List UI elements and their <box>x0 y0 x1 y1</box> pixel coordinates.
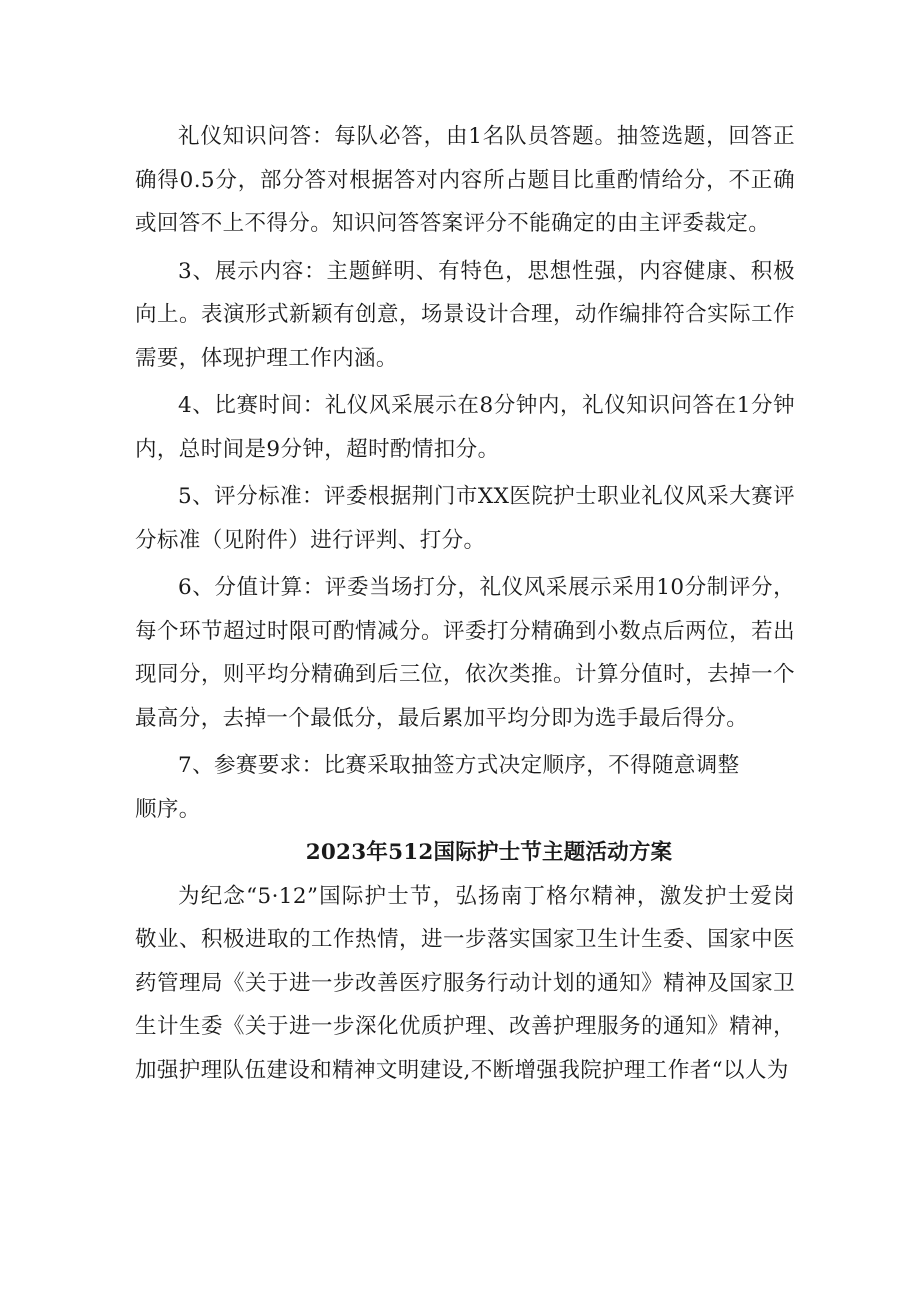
paragraph-score-calculation: 6、分值计算：评委当场打分，礼仪风采展示采用10分制评分，每个环节超过时限可酌情减分。评委打分精确到小数点后两位，若出现同分，则平均分精确到后三位，依次类推。计算分值时，去掉一个最高分，去掉一个最低分，最后累加平均分即为选手最后得分。 <box>135 575 795 731</box>
paragraph-display-content: 3、展示内容：主题鲜明、有特色，思想性强，内容健康、积极向上。表演形式新颖有创意，场景设计合理，动作编排符合实际工作需要，体现护理工作内涵。 <box>135 258 795 371</box>
paragraph-scoring-standard: 5、评分标准：评委根据荆门市XX医院护士职业礼仪风采大赛评分标准（见附件）进行评判、打分。 <box>135 484 795 553</box>
paragraph-competition-time: 4、比赛时间：礼仪风采展示在8分钟内，礼仪知识问答在1分钟内，总时间是9分钟，超时酌情扣分。 <box>135 393 795 462</box>
section-title: 2023年512国际护士节主题活动方案 <box>305 840 673 865</box>
paragraph-knowledge-quiz: 礼仪知识问答：每队必答，由1名队员答题。抽签选题，回答正确得0.5分，部分答对根据答对内容所占题目比重酌情给分，不正确或回答不上不得分。知识问答答案评分不能确定的由主评委裁定。 <box>135 124 795 236</box>
paragraph-intro: 为纪念“5·12”国际护士节，弘扬南丁格尔精神，激发护士爱岗敬业、积极进取的工作热情，进一步落实国家卫生计生委、国家中医药管理局《关于进一步改善医疗服务行动计划的通知》精神及国家卫生计生委《关于进一步深化优质护理、改善护理服务的通知》精神，加强护理队伍建设和精神文明建设,不断增强我院护理工作者“以人为 <box>135 883 795 1083</box>
document-page <box>135 115 795 1092</box>
paragraph-participation-requirements: 7、参赛要求：比赛采取抽签方式决定顺序，不得随意调整 <box>178 753 740 778</box>
paragraph-tail-line: 顺序。 <box>135 796 201 822</box>
